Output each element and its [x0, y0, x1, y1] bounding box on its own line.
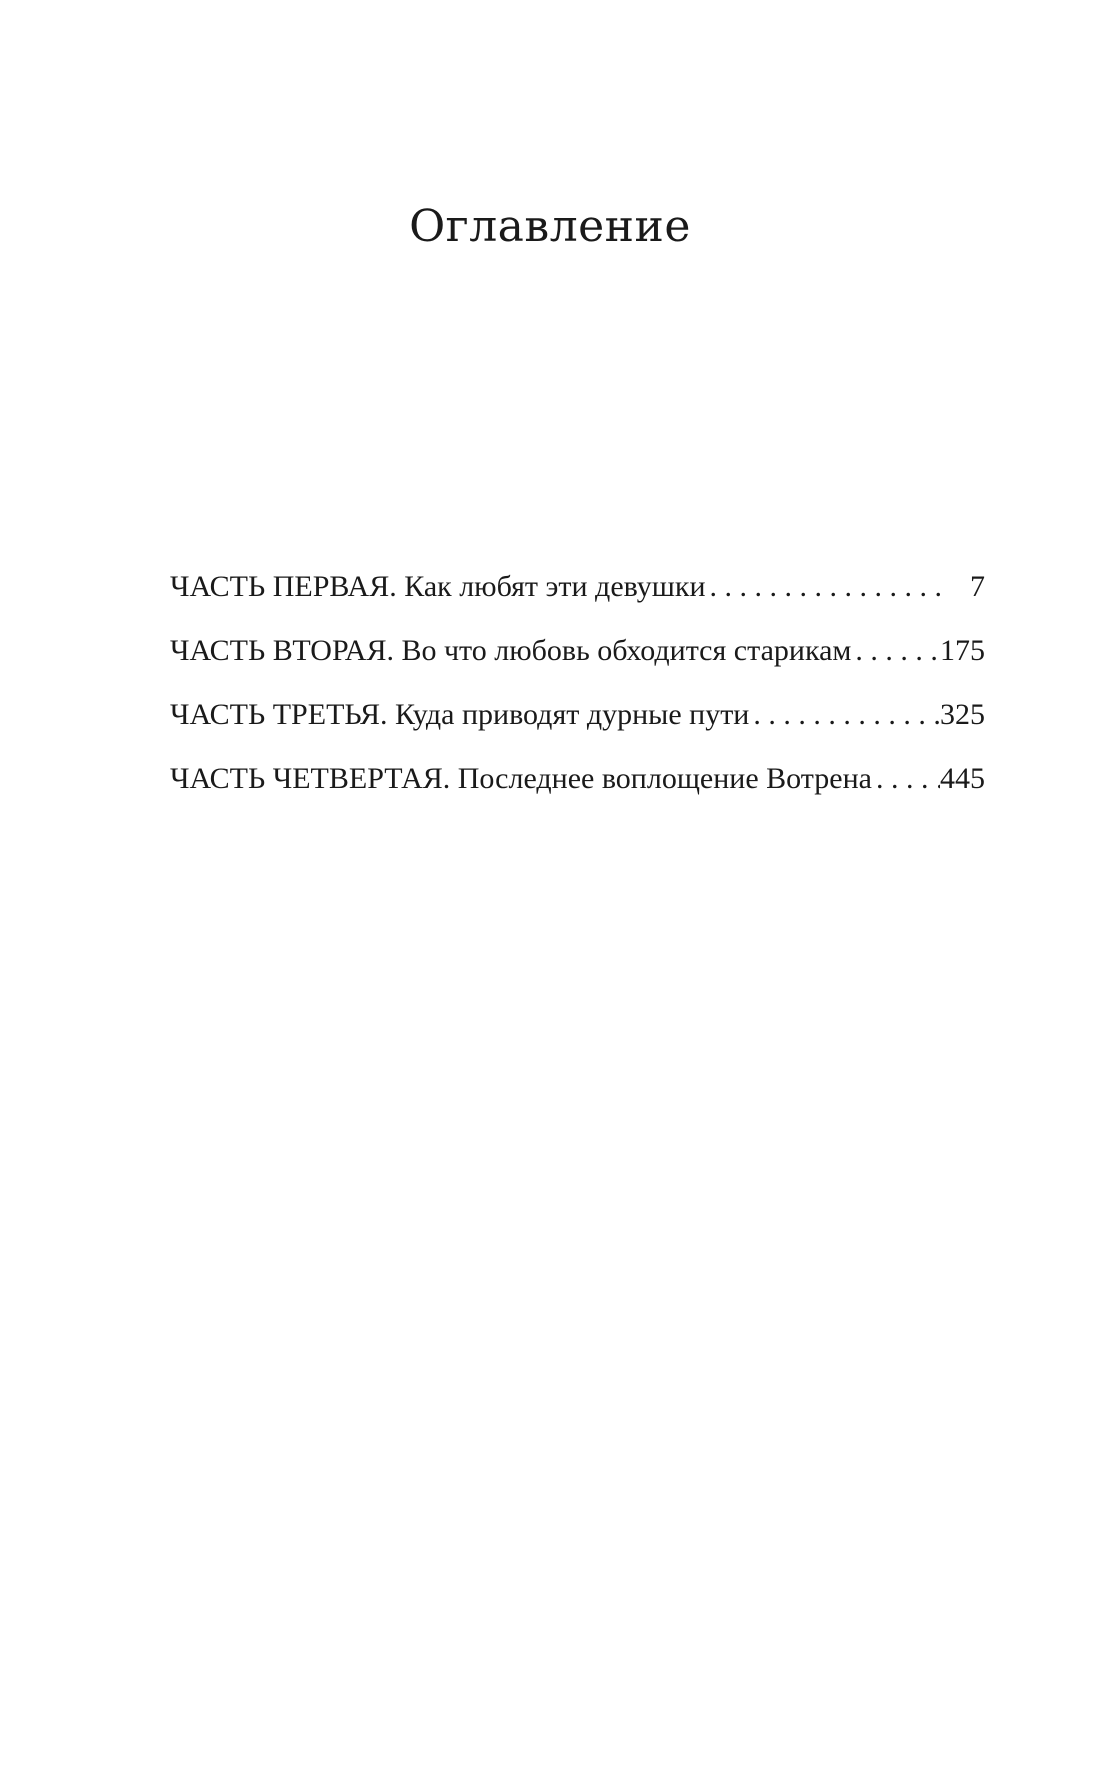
- toc-leader-dots: [851, 619, 940, 683]
- toc-entry-part-3: [170, 683, 985, 747]
- toc-entry-part-4: [170, 747, 985, 811]
- page-title: Оглавление: [409, 201, 691, 252]
- toc-leader-dots: [706, 555, 940, 619]
- toc-entry-page: 7: [970, 570, 985, 603]
- toc-entry-title: ЧАСТЬ ТРЕТЬЯ. Куда приводят дурные пути: [170, 698, 750, 731]
- toc-entry-page: 445: [940, 762, 985, 795]
- toc-entry-part-2: [170, 619, 985, 683]
- toc-entry-part-1: [170, 555, 985, 619]
- toc-entry-title: ЧАСТЬ ВТОРАЯ. Во что любовь обходится старикам: [170, 634, 852, 667]
- toc-entry-title: ЧАСТЬ ЧЕТВЕРТАЯ. Последнее воплощение Вотрена: [170, 762, 872, 795]
- toc-leader-dots: [872, 747, 940, 811]
- toc-entry-page: 175: [940, 634, 985, 667]
- toc-list: [170, 555, 985, 811]
- toc-entry-page: 325: [940, 698, 985, 731]
- toc-leader-dots: [749, 683, 940, 747]
- toc-entry-title: ЧАСТЬ ПЕРВАЯ. Как любят эти девушки: [170, 570, 706, 603]
